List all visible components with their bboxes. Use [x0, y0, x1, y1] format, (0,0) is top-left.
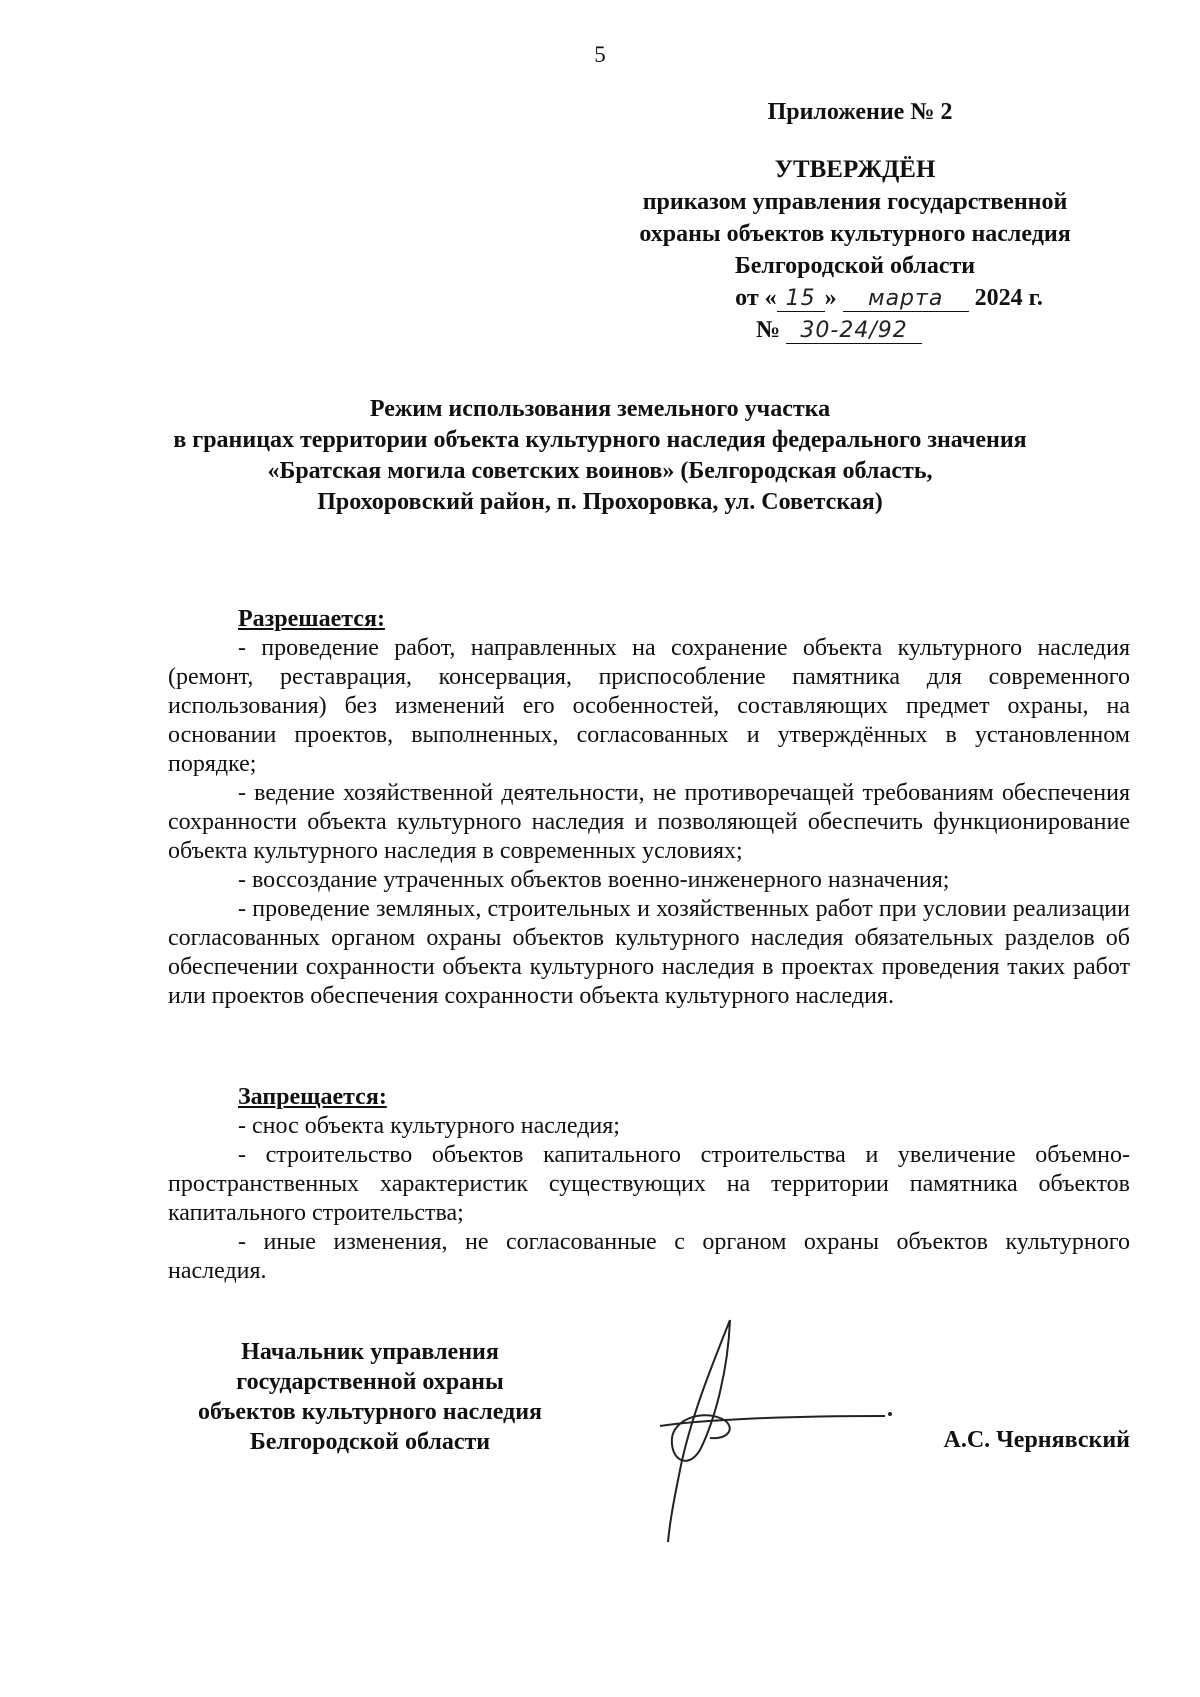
signer-position-line: Начальник управления	[241, 1339, 499, 1365]
approval-block	[600, 96, 1110, 350]
forbidden-heading: Запрещается:	[238, 1084, 387, 1110]
page-number: 5	[594, 42, 606, 67]
title-line: в границах территории объекта культурного наследия федерального значения	[173, 427, 1027, 453]
allowed-section	[168, 605, 1130, 1011]
signer-position-line: государственной охраны	[236, 1369, 504, 1395]
date-month: марта	[843, 287, 969, 312]
approval-number	[600, 314, 1110, 350]
approved-by-line: охраны объектов культурного наследия	[639, 221, 1071, 247]
approval-date	[600, 282, 1110, 314]
title-line: Режим использования земельного участка	[369, 396, 831, 422]
allowed-item: - воссоздание утраченных объектов военно-инженерного назначения;	[238, 867, 950, 893]
forbidden-item: - иные изменения, не согласованные с органом охраны объектов культурного наследия.	[168, 1229, 1130, 1284]
signer-position-line: Белгородской области	[249, 1429, 491, 1455]
allowed-item: - ведение хозяйственной деятельности, не противоречащей требованиям обеспечения сохранности объекта культурного наследия и позволяющей обеспечить функционирование объекта культурного наследия в современных условиях;	[168, 780, 1130, 864]
forbidden-item: - строительство объектов капитального строительства и увеличение объемно-пространственных характеристик существующих на территории памятника объектов капитального строительства;	[168, 1142, 1130, 1226]
date-prefix: от «	[735, 285, 777, 311]
date-year: 2024 г.	[974, 285, 1043, 311]
approved-by-line: приказом управления государственной	[642, 189, 1068, 215]
date-mid: »	[824, 285, 837, 311]
date-day: 15	[777, 287, 825, 312]
signer-name: А.С. Чернявский	[943, 1427, 1130, 1453]
allowed-heading: Разрешается:	[238, 606, 385, 632]
allowed-item: - проведение работ, направленных на сохранение объекта культурного наследия (ремонт, реставрация, консервация, приспособление памятника для современного использования) без изменений его особенностей, составляющих предмет охраны, на основании проектов, выполненных, согласованных и утверждённых в установленном порядке;	[168, 635, 1130, 777]
number-prefix: №	[755, 317, 781, 343]
approved-label: УТВЕРЖДЁН	[774, 156, 936, 183]
title-line: Прохоровский район, п. Прохоровка, ул. Советская)	[317, 489, 883, 515]
order-number: 30-24/92	[786, 319, 922, 344]
forbidden-section	[168, 1083, 1130, 1286]
handwritten-signature	[640, 1310, 900, 1550]
forbidden-item: - снос объекта культурного наследия;	[238, 1113, 620, 1139]
signer-position-line: объектов культурного наследия	[197, 1399, 543, 1425]
signer-position	[170, 1337, 570, 1457]
document-title	[150, 394, 1050, 518]
annex-label: Приложение № 2	[767, 99, 953, 125]
title-line: «Братская могила советских воинов» (Белгородская область,	[267, 458, 933, 484]
approved-by-line: Белгородской области	[734, 253, 976, 279]
allowed-item: - проведение земляных, строительных и хозяйственных работ при условии реализации согласованных органом охраны объектов культурного наследия обязательных разделов об обеспечении сохранности объекта культурного наследия в проектах проведения таких работ или проектов обеспечения сохранности объекта культурного наследия.	[168, 896, 1130, 1009]
